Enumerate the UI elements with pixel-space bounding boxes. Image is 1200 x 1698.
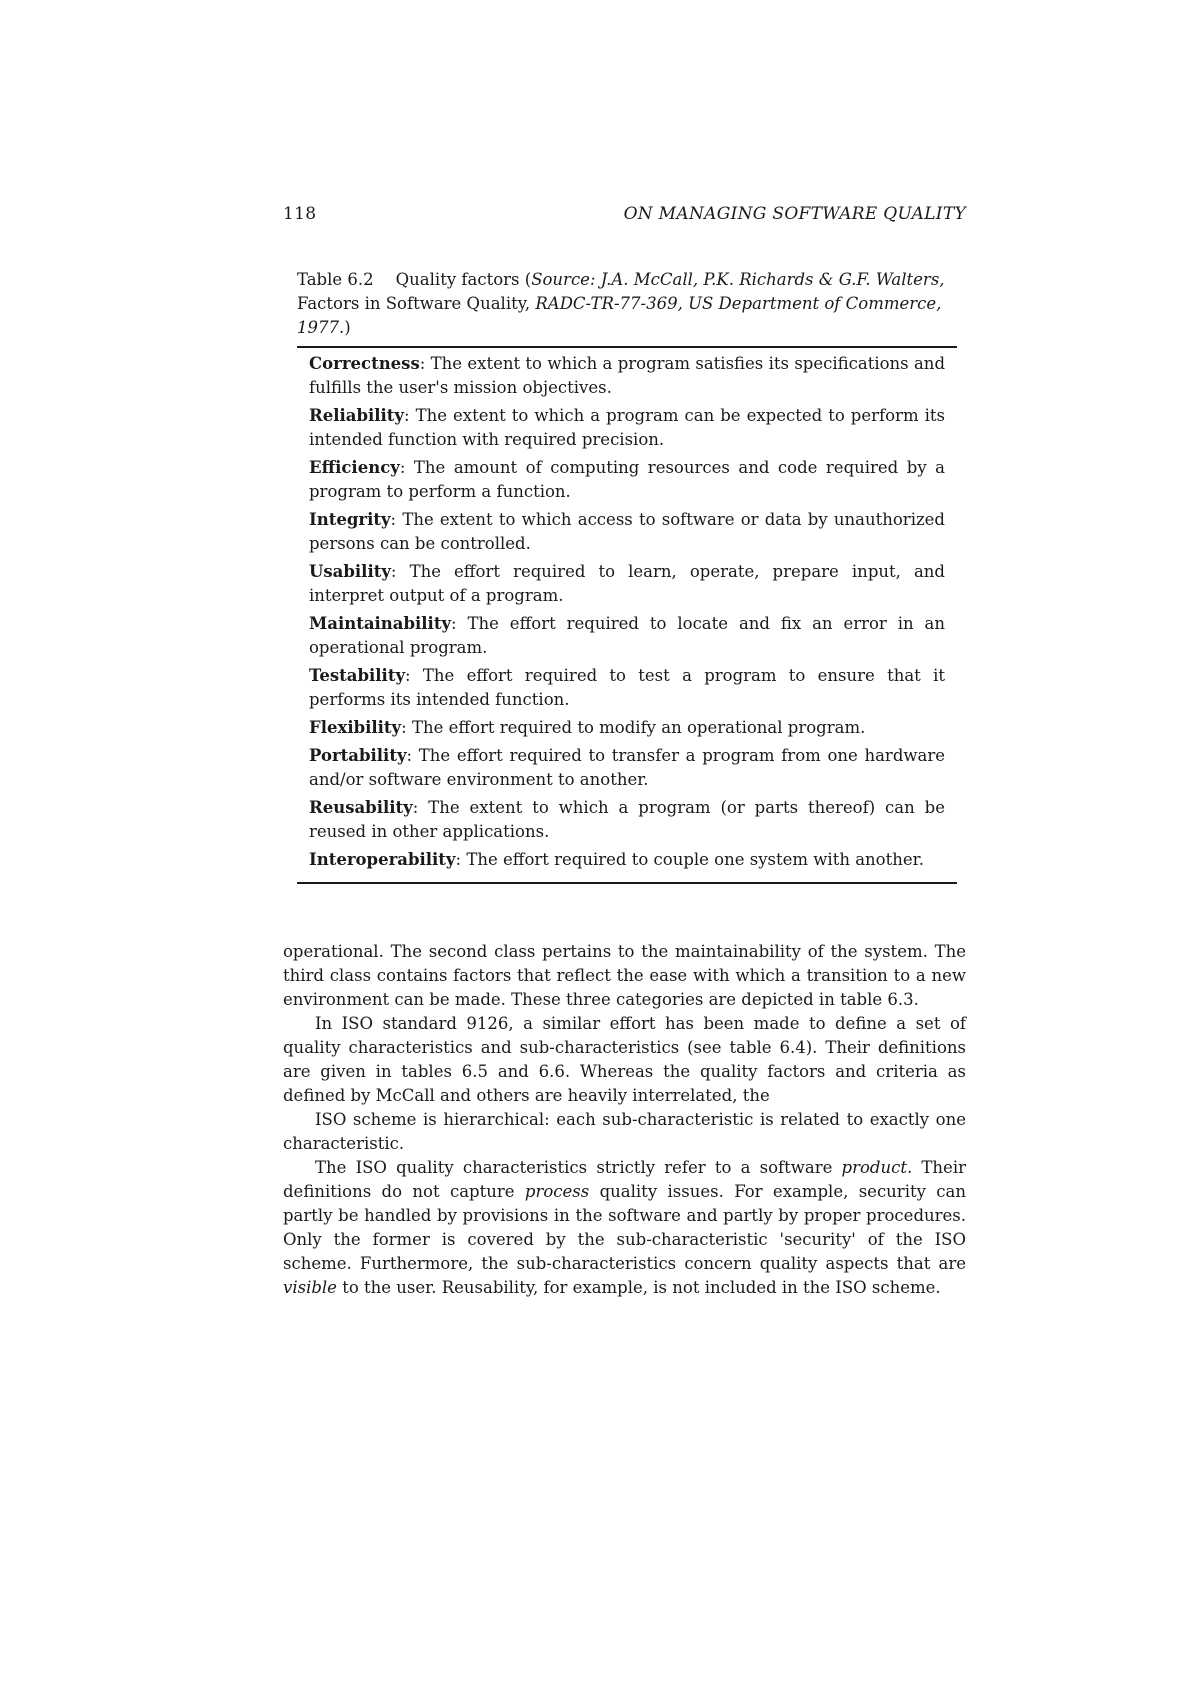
factor-integrity — [309, 508, 945, 556]
factor-term: Usability — [309, 562, 391, 581]
emphasis-visible: visible — [283, 1278, 337, 1297]
factor-term: Reliability — [309, 406, 404, 425]
factor-definition: : The extent to which a program (or parts thereof) can be reused in other applications. — [309, 798, 945, 841]
factor-efficiency — [309, 456, 945, 504]
text-run: . Their definitions do not capture — [283, 1158, 966, 1201]
factor-definition: : The extent to which a program can be expected to perform its intended function with required precision. — [309, 406, 945, 449]
running-head — [283, 204, 966, 228]
factor-definition: : The effort required to locate and fix an error in an operational program. — [309, 614, 945, 657]
page-number: 118 — [283, 204, 317, 224]
factor-term: Reusability — [309, 798, 413, 817]
factor-interoperability — [309, 848, 945, 872]
text-run: The ISO quality characteristics strictly refer to a software — [315, 1158, 842, 1177]
factor-term: Flexibility — [309, 718, 402, 737]
paragraph: ISO scheme is hierarchical: each sub-characteristic is related to exactly one characteristic. — [283, 1110, 966, 1153]
paragraph: In ISO standard 9126, a similar effort has been made to define a set of quality characteristics and sub-characteristics (see table 6.4). Their definitions are given in tables 6.5 and 6.6. Whereas the quality factors and criteria as defined by McCall and others are heavily interrelated, the — [283, 1014, 966, 1105]
caption-text: Quality factors ( — [395, 270, 532, 289]
caption-source-rest: RADC-TR-77-369, US Department of Commerce, 1977. — [297, 294, 942, 337]
factor-term: Interoperability — [309, 850, 456, 869]
factor-definition: : The effort required to couple one system with another. — [455, 850, 924, 869]
text-run: quality issues. For example, security can partly be handled by provisions in the software and partly by proper procedures. Only the former is covered by the sub-characteristic 'security' of the ISO scheme. Furthermore, the sub-characteristics concern quality aspects that are — [283, 1182, 967, 1273]
factor-definition: : The effort required to learn, operate, prepare input, and interpret output of a program. — [309, 562, 945, 605]
factor-flexibility — [309, 716, 945, 740]
factor-term: Correctness — [309, 354, 420, 373]
factor-correctness — [309, 352, 945, 400]
paragraph: operational. The second class pertains to the maintainability of the system. The third class contains factors that reflect the ease with which a transition to a new environment can be made. These three categories are depicted in table 6.3. — [283, 942, 966, 1009]
factor-maintainability — [309, 612, 945, 660]
table-label: Table 6.2 — [297, 270, 374, 289]
caption-source-title: Factors in Software Quality, — [297, 294, 536, 313]
running-title: ON MANAGING SOFTWARE QUALITY — [623, 204, 966, 224]
factor-definition: : The extent to which a program satisfies its specifications and fulfills the user's mission objectives. — [309, 354, 945, 397]
factor-portability — [309, 744, 945, 792]
body-text — [283, 940, 966, 1300]
factor-definition: : The effort required to modify an operational program. — [401, 718, 866, 737]
emphasis-product: product — [841, 1158, 907, 1177]
factor-term: Integrity — [309, 510, 391, 529]
factor-definition: : The effort required to transfer a program from one hardware and/or software environment to another. — [309, 746, 945, 789]
factor-term: Testability — [309, 666, 406, 685]
factor-term: Portability — [309, 746, 407, 765]
table-bottom-rule — [297, 882, 957, 884]
factor-term: Efficiency — [309, 458, 400, 477]
factor-term: Maintainability — [309, 614, 452, 633]
factor-testability — [309, 664, 945, 712]
factor-definition: : The effort required to test a program to ensure that it performs its intended function. — [309, 666, 945, 709]
factor-usability — [309, 560, 945, 608]
table-caption — [297, 268, 957, 340]
emphasis-process: process — [524, 1182, 590, 1201]
caption-source-label: Source: J.A. McCall, P.K. Richards & G.F. Walters, — [531, 270, 945, 289]
caption-close: ) — [344, 318, 351, 337]
factor-reliability — [309, 404, 945, 452]
paragraph — [283, 1156, 966, 1300]
book-page — [283, 204, 966, 1300]
factor-definition: : The amount of computing resources and code required by a program to perform a function. — [309, 458, 945, 501]
factor-reusability — [309, 796, 945, 844]
quality-factors-list — [309, 348, 945, 878]
text-run: to the user. Reusability, for example, is not included in the ISO scheme. — [336, 1278, 941, 1297]
factor-definition: : The extent to which access to software or data by unauthorized persons can be controlled. — [309, 510, 945, 553]
